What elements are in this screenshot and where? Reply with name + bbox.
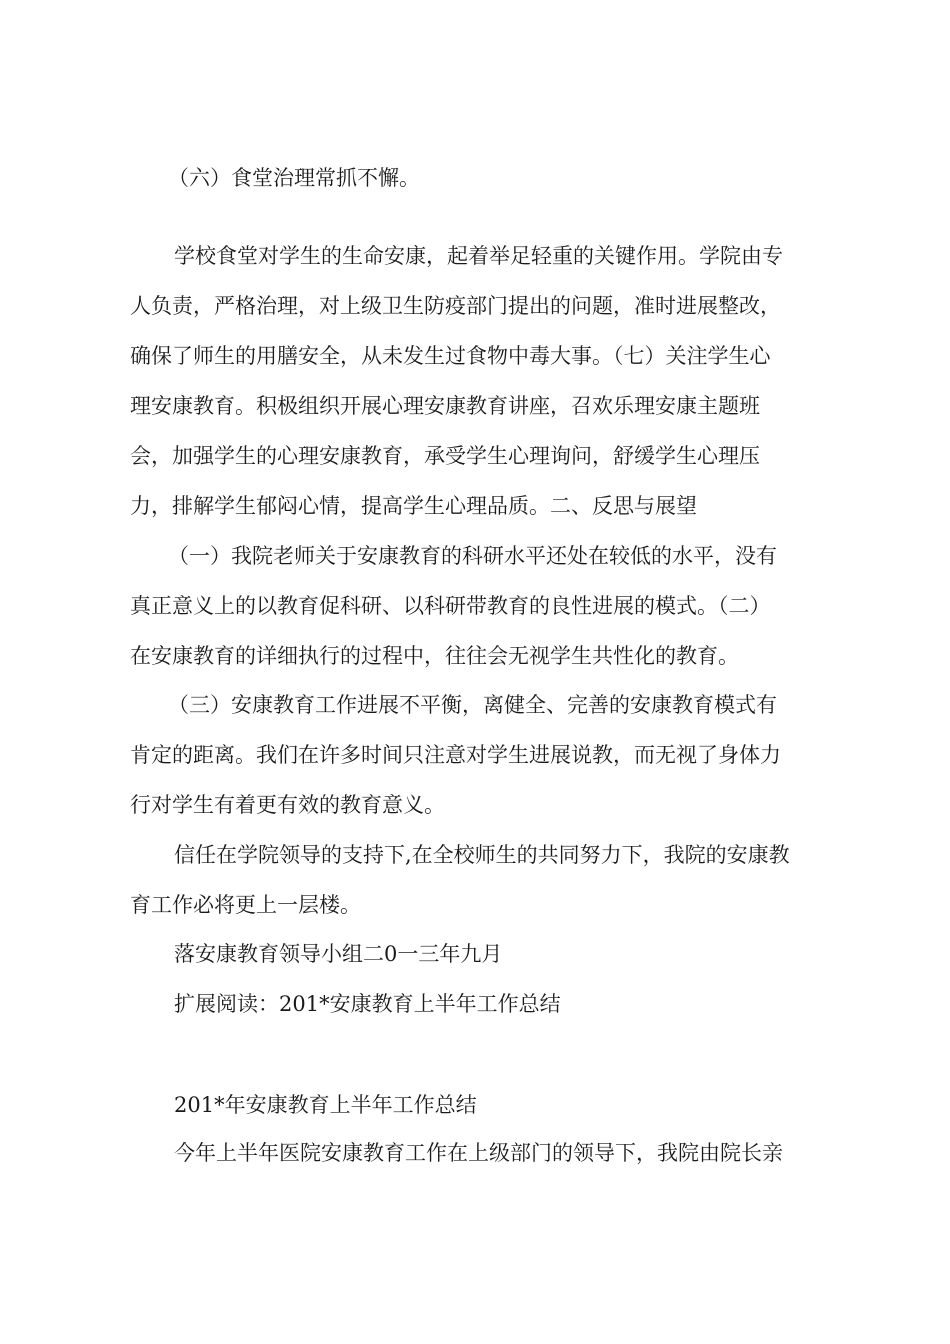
paragraph-line: 力，排解学生郁闷心情，提高学生心理品质。二、反思与展望 (130, 494, 697, 518)
document-title: 201*年安康教育上半年工作总结 (174, 1093, 477, 1117)
paragraph-line: （一）我院老师关于安康教育的科研水平还处在较低的水平，没有 (168, 544, 777, 568)
paragraph-line: 会，加强学生的心理安康教育，承受学生心理询问，舒缓学生心理压 (130, 444, 760, 468)
paragraph-line: 行对学生有着更有效的教育意义。 (130, 793, 445, 817)
paragraph-line: 真正意义上的以教育促科研、以科研带教育的良性进展的模式。（二） (130, 594, 771, 618)
paragraph-line: 确保了师生的用膳安全，从未发生过食物中毒大事。（七）关注学生心 (130, 344, 771, 368)
paragraph-line: 信任在学院领导的支持下,在全校师生的共同努力下，我院的安康教 (174, 843, 790, 867)
paragraph-line: 理安康教育。积极组织开展心理安康教育讲座，召欢乐理安康主题班 (130, 394, 760, 418)
paragraph-line: 肯定的距离。我们在许多时间只注意对学生进展说教，而无视了身体力 (130, 743, 781, 767)
extended-reading-line: 扩展阅读：201*安康教育上半年工作总结 (174, 992, 561, 1016)
paragraph-line: 学校食堂对学生的生命安康，起着举足轻重的关键作用。学院由专 (174, 244, 783, 268)
paragraph-line: 在安康教育的详细执行的过程中，往往会无视学生共性化的教育。 (130, 644, 739, 668)
paragraph-line: 今年上半年医院安康教育工作在上级部门的领导下，我院由院长亲 (174, 1141, 783, 1165)
signature-line: 落安康教育领导小组二0一三年九月 (174, 942, 503, 966)
paragraph-line: （三）安康教育工作进展不平衡，离健全、完善的安康教育模式有 (168, 693, 777, 717)
section-heading-canteen: （六）食堂治理常抓不懈。 (168, 166, 420, 190)
paragraph-line: 人负责，严格治理，对上级卫生防疫部门提出的问题，准时进展整改， (130, 294, 781, 318)
paragraph-line: 育工作必将更上一层楼。 (130, 893, 361, 917)
